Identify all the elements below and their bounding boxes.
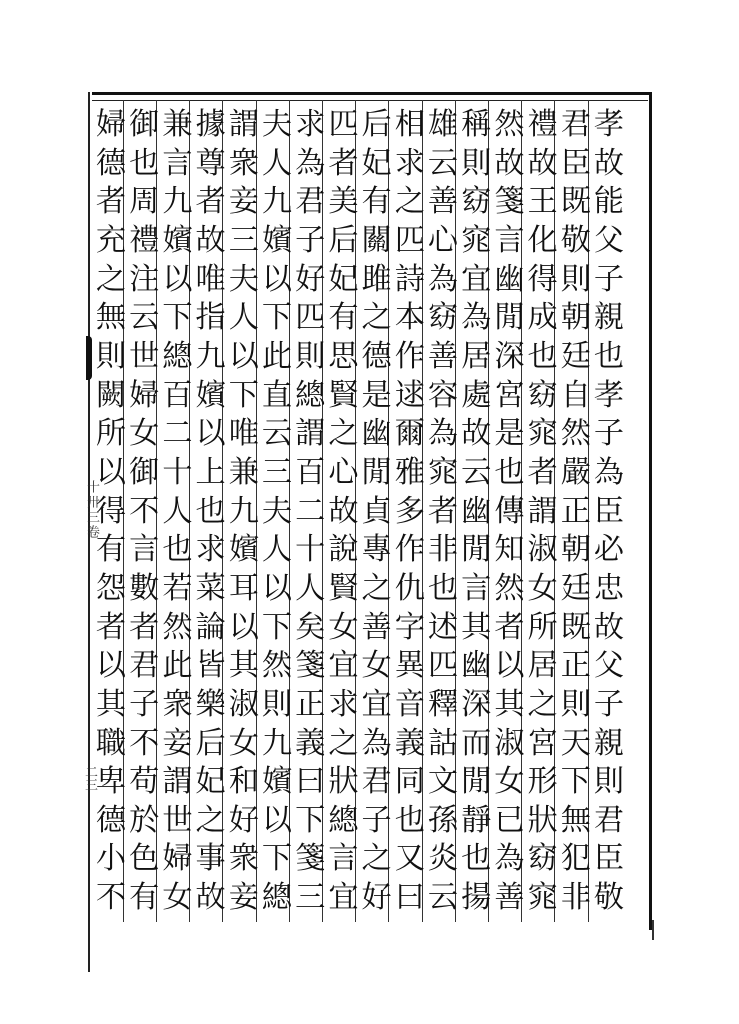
frame-inner-rule — [92, 100, 648, 101]
text-column: 相 求 之 匹 詩 本 作 逑 爾 雅 多 作 仇 字 異 音 義 同 也 又 曰 — [394, 107, 425, 916]
page-number: 二三 — [82, 765, 97, 791]
text-column: 君 臣 既 敬 則 朝 廷 自 然 嚴 正 朝 廷 既 正 則 天 下 無 犯 非 — [560, 107, 591, 916]
text-column: 夫 人 九 嬪 以 下 此 直 云 三 夫 人 以 下 然 則 九 嬪 以 下 總 — [261, 107, 293, 916]
text-column: 稱 則 窈 窕 宜 為 居 處 故 云 幽 閒 言 其 幽 深 而 閒 靜 也 揚 — [461, 107, 492, 916]
chapter-mark: 十卅三卷 — [84, 480, 99, 540]
text-column: 據 尊 者 故 唯 指 九 嬪 以 上 也 求 菜 論 皆 樂 后 妃 之 事 故 — [195, 107, 226, 916]
text-column: 后 妃 有 關 雎 之 德 是 幽 閒 貞 專 之 善 女 宜 為 君 子 之 好 — [361, 107, 392, 916]
text-column: 雄 云 善 心 為 窈 善 容 為 窕 者 非 也 述 匹 釋 詁 文 孫 炎 云 — [427, 107, 459, 916]
text-column: 婦 德 者 充 之 無 則 闕 所 以 得 有 怨 者 以 其 職 卑 德 小 不 — [95, 107, 127, 916]
frame-corner — [640, 920, 654, 940]
text-column: 禮 故 王 化 得 成 也 窈 窕 者 謂 淑 女 所 居 之 宮 形 狀 窈 窕 — [527, 107, 558, 916]
text-column: 兼 言 九 嬪 以 下 總 百 二 十 人 也 若 然 此 衆 妾 謂 世 婦 女 — [162, 107, 193, 916]
text-column: 御 也 周 禮 注 云 世 婦 女 御 不 言 數 者 君 子 不 苟 於 色 有 — [129, 107, 160, 916]
text-column: 孝 故 能 父 子 親 也 孝 子 為 臣 必 忠 故 父 子 親 則 君 臣 敬 — [593, 107, 625, 916]
text-column: 匹 者 美 后 妃 有 思 賢 之 心 故 說 賢 女 宜 求 之 狀 總 言 宜 — [328, 107, 359, 916]
text-column: 然 故 箋 言 幽 閒 深 宮 是 也 傳 知 然 者 以 其 淑 女 已 為 善 — [494, 107, 525, 916]
text-column: 求 為 君 子 好 匹 則 總 謂 百 二 十 人 矣 箋 正 義 曰 下 箋 三 — [295, 107, 326, 916]
text-column: 謂 衆 妾 三 夫 人 以 下 唯 兼 九 嬪 耳 以 其 淑 女 和 好 衆 妾 — [228, 107, 259, 916]
